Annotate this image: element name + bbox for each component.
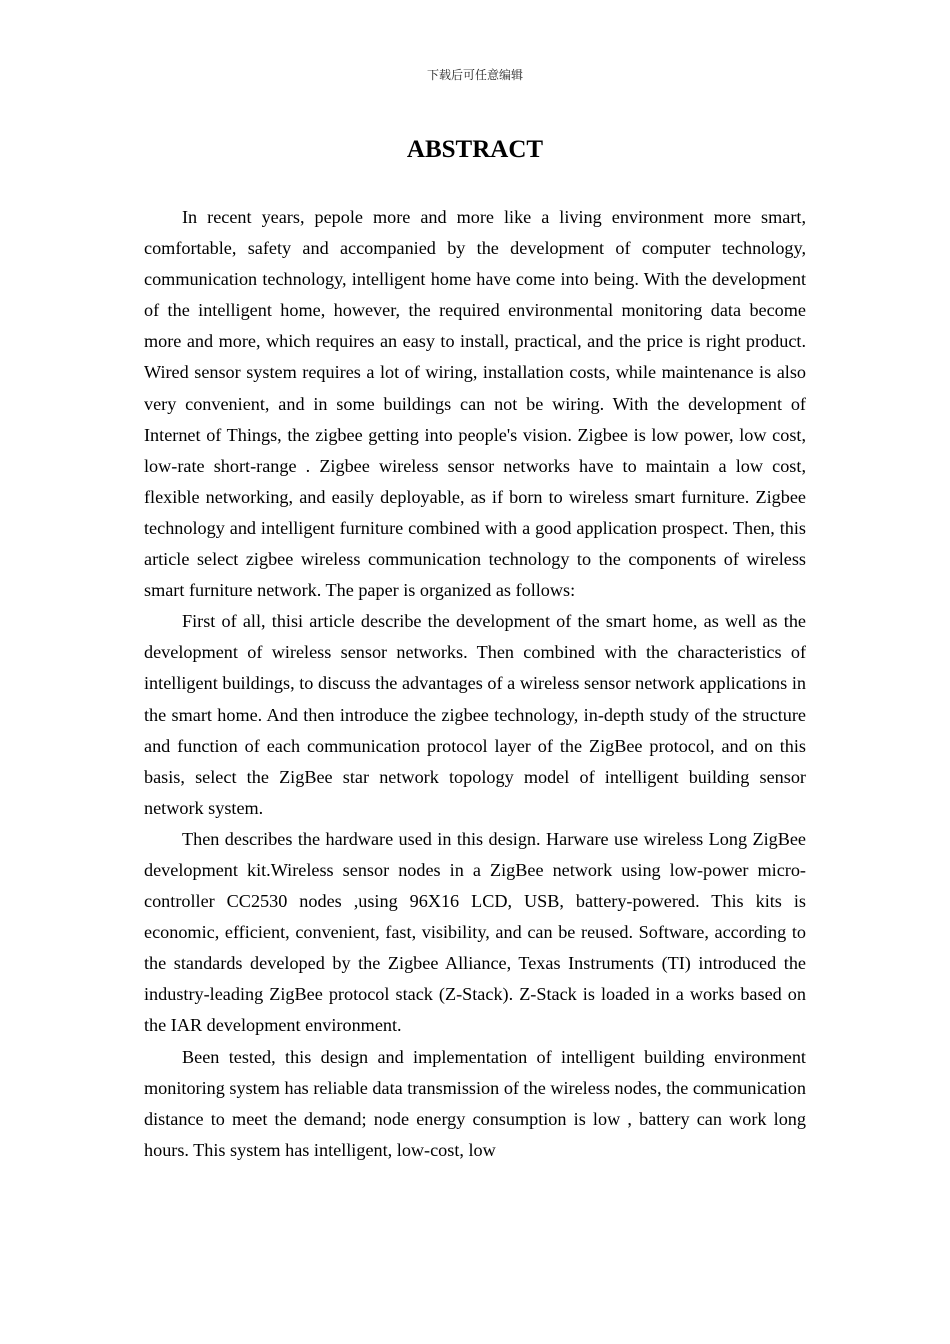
abstract-paragraph-3: Then describes the hardware used in this design. Harware use wireless Long ZigBee development kit.Wireless sensor nodes in a ZigBee network using low-power micro-controller CC2530 nodes ,using 96X16 LCD, USB, battery-powered. This kits is economic, efficient, convenient, fast, visibility, and can be reused. Software, according to the standards developed by the Zigbee Alliance, Texas Instruments (TI) introduced the industry-leading ZigBee protocol stack (Z-Stack). Z-Stack is loaded in a works based on the IAR development environment. xyxy=(144,828,806,1036)
abstract-paragraph-1: In recent years, pepole more and more like a living environment more smart, comfortable, safety and accompanied by the development of computer technology, communication technology, intelligent home have come into being. With the development of the intelligent home, however, the required environmental monitoring data become more and more, which requires an easy to install, practical, and the price is right product. Wired sensor system requires a lot of wiring, installation costs, while maintenance is also very convenient, and in some buildings can not be wiring. With the development of Internet of Things, the zigbee getting into people's vision. Zigbee is low power, low cost, low-rate short-range . Zigbee wireless sensor networks have to maintain a low cost, flexible networking, and easily deployable, as if born to wireless smart furniture. Zigbee technology and intelligent furniture combined with a good application prospect. Then, this article select zigbee wireless communication technology to the components of wireless smart furniture network. The paper is organized as follows: xyxy=(144,207,806,601)
abstract-title: ABSTRACT xyxy=(406,136,544,163)
page-header-note: 下载后可任意编辑 xyxy=(426,68,523,82)
abstract-body xyxy=(144,202,806,1202)
abstract-paragraph-2: First of all, thisi article describe the development of the smart home, as well as the development of wireless sensor networks. Then combined with the characteristics of intelligent buildings, to discuss the advantages of a wireless sensor network applications in the smart home. And then introduce the zigbee technology, in-depth study of the structure and function of each communication protocol layer of the ZigBee protocol, and on this basis, select the ZigBee star network topology model of intelligent building sensor network system. xyxy=(144,611,806,818)
abstract-paragraph-4: Been tested, this design and implementation of intelligent building environment monitoring system has reliable data transmission of the wireless nodes, the communication distance to meet the demand; node energy consumption is low , battery can work long hours. This system has intelligent, low-cost, low xyxy=(144,1046,806,1160)
